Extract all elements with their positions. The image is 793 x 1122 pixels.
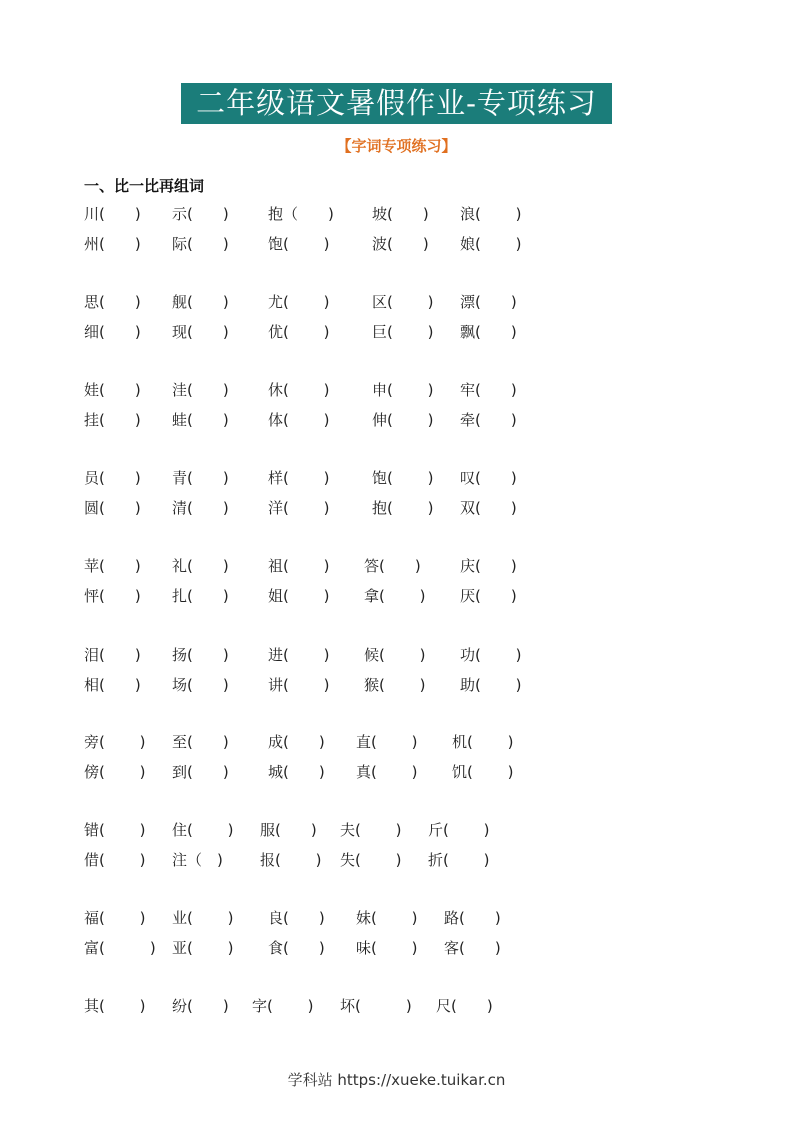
- exercise-row: [0, 732, 793, 752]
- word-item: 浪( ): [460, 205, 522, 223]
- word-item: 示( ): [172, 205, 229, 223]
- exercise-row: [0, 410, 793, 430]
- word-item: 巨( ): [372, 322, 434, 341]
- word-item: 折( ): [428, 850, 490, 869]
- word-item: 福( ): [84, 909, 146, 927]
- word-item: 舰( ): [172, 293, 229, 311]
- word-item: 区( ): [372, 293, 434, 311]
- word-item: 饱( ): [268, 234, 330, 253]
- page-title: 二年级语文暑假作业-专项练习: [181, 83, 612, 124]
- word-item: 坏( ): [340, 997, 412, 1015]
- footer-source: 学科站 https://xueke.tuikar.cn: [287, 1071, 506, 1089]
- word-item: 州( ): [84, 234, 141, 253]
- word-item: 挂( ): [84, 410, 141, 429]
- word-item: 其( ): [84, 997, 146, 1015]
- word-item: 飘( ): [460, 322, 517, 341]
- word-item: 牢( ): [460, 381, 517, 399]
- word-item: 路( ): [444, 909, 501, 927]
- exercise-row: [0, 556, 793, 576]
- word-item: 洋( ): [268, 498, 330, 517]
- word-item: 抱( ): [372, 498, 434, 517]
- word-item: 客( ): [444, 938, 501, 957]
- word-item: 际( ): [172, 234, 229, 253]
- exercise-row: [0, 322, 793, 342]
- word-item: 娃( ): [84, 381, 141, 399]
- word-item: 姐( ): [268, 586, 330, 605]
- word-item: 注（ ): [172, 850, 223, 869]
- word-item: 蛙( ): [172, 410, 229, 429]
- word-item: 扎( ): [172, 586, 229, 605]
- word-item: 体( ): [268, 410, 330, 429]
- word-item: 清( ): [172, 498, 229, 517]
- word-item: 助( ): [460, 675, 522, 694]
- word-item: 员( ): [84, 469, 141, 487]
- word-item: 夫( ): [340, 821, 402, 839]
- word-item: 怦( ): [84, 586, 141, 605]
- word-item: 祖( ): [268, 557, 330, 575]
- word-item: 斤( ): [428, 821, 490, 839]
- exercise-row: [0, 996, 793, 1016]
- word-item: 尺( ): [436, 997, 493, 1015]
- exercise-row: [0, 762, 793, 782]
- exercise-row: [0, 292, 793, 312]
- word-item: 报( ): [260, 850, 322, 869]
- word-item: 相( ): [84, 675, 141, 694]
- word-item: 食( ): [268, 938, 325, 957]
- word-item: 失( ): [340, 850, 402, 869]
- word-item: 坡( ): [372, 205, 429, 223]
- exercise-row: [0, 586, 793, 606]
- exercise-row: [0, 468, 793, 488]
- exercise-row: [0, 820, 793, 840]
- word-item: 饱( ): [372, 469, 434, 487]
- word-item: 业( ): [172, 909, 234, 927]
- exercise-row: [0, 645, 793, 665]
- word-item: 牵( ): [460, 410, 517, 429]
- subtitle: 【字词专项练习】: [336, 137, 457, 155]
- word-item: 厌( ): [460, 586, 517, 605]
- word-item: 尤( ): [268, 293, 330, 311]
- word-item: 妹( ): [356, 909, 418, 927]
- exercise-row: [0, 850, 793, 870]
- word-item: 申( ): [372, 381, 434, 399]
- word-item: 礼( ): [172, 557, 229, 575]
- word-item: 服( ): [260, 821, 317, 839]
- word-item: 纷( ): [172, 997, 229, 1015]
- word-item: 直( ): [356, 733, 418, 751]
- word-item: 错( ): [84, 821, 146, 839]
- word-item: 泪( ): [84, 646, 141, 664]
- word-item: 娘( ): [460, 234, 522, 253]
- exercise-row: [0, 204, 793, 224]
- exercise-row: [0, 234, 793, 254]
- word-item: 庆( ): [460, 557, 517, 575]
- word-item: 抱（ ): [268, 205, 334, 223]
- word-item: 现( ): [172, 322, 229, 341]
- word-item: 城( ): [268, 762, 325, 781]
- exercise-row: [0, 908, 793, 928]
- exercise-row: [0, 675, 793, 695]
- word-item: 双( ): [460, 498, 517, 517]
- word-item: 真( ): [356, 762, 418, 781]
- word-item: 波( ): [372, 234, 429, 253]
- exercise-row: [0, 498, 793, 518]
- word-item: 良( ): [268, 909, 325, 927]
- word-item: 傍( ): [84, 762, 146, 781]
- word-item: 拿( ): [364, 586, 426, 605]
- word-item: 休( ): [268, 381, 330, 399]
- word-item: 猴( ): [364, 675, 426, 694]
- word-item: 机( ): [452, 733, 514, 751]
- word-item: 思( ): [84, 293, 141, 311]
- word-item: 扬( ): [172, 646, 229, 664]
- word-item: 饥( ): [452, 762, 514, 781]
- word-item: 字( ): [252, 997, 314, 1015]
- word-item: 亚( ): [172, 938, 234, 957]
- word-item: 进( ): [268, 646, 330, 664]
- word-item: 答( ): [364, 557, 421, 575]
- word-item: 伸( ): [372, 410, 434, 429]
- word-item: 圆( ): [84, 498, 141, 517]
- word-item: 叹( ): [460, 469, 517, 487]
- exercise-row: [0, 938, 793, 958]
- word-item: 漂( ): [460, 293, 517, 311]
- word-item: 到( ): [172, 762, 229, 781]
- word-item: 旁( ): [84, 733, 146, 751]
- word-item: 洼( ): [172, 381, 229, 399]
- word-item: 候( ): [364, 646, 426, 664]
- word-item: 优( ): [268, 322, 330, 341]
- word-item: 功( ): [460, 646, 522, 664]
- word-item: 讲( ): [268, 675, 330, 694]
- word-item: 成( ): [268, 733, 325, 751]
- word-item: 借( ): [84, 850, 146, 869]
- word-item: 味( ): [356, 938, 418, 957]
- word-item: 青( ): [172, 469, 229, 487]
- word-item: 样( ): [268, 469, 330, 487]
- word-item: 细( ): [84, 322, 141, 341]
- word-item: 住( ): [172, 821, 234, 839]
- exercise-row: [0, 380, 793, 400]
- word-item: 场( ): [172, 675, 229, 694]
- word-item: 至( ): [172, 733, 229, 751]
- word-item: 川( ): [84, 205, 141, 223]
- word-item: 富( ): [84, 938, 156, 957]
- section-heading: 一、比一比再组词: [84, 177, 205, 195]
- word-item: 苹( ): [84, 557, 141, 575]
